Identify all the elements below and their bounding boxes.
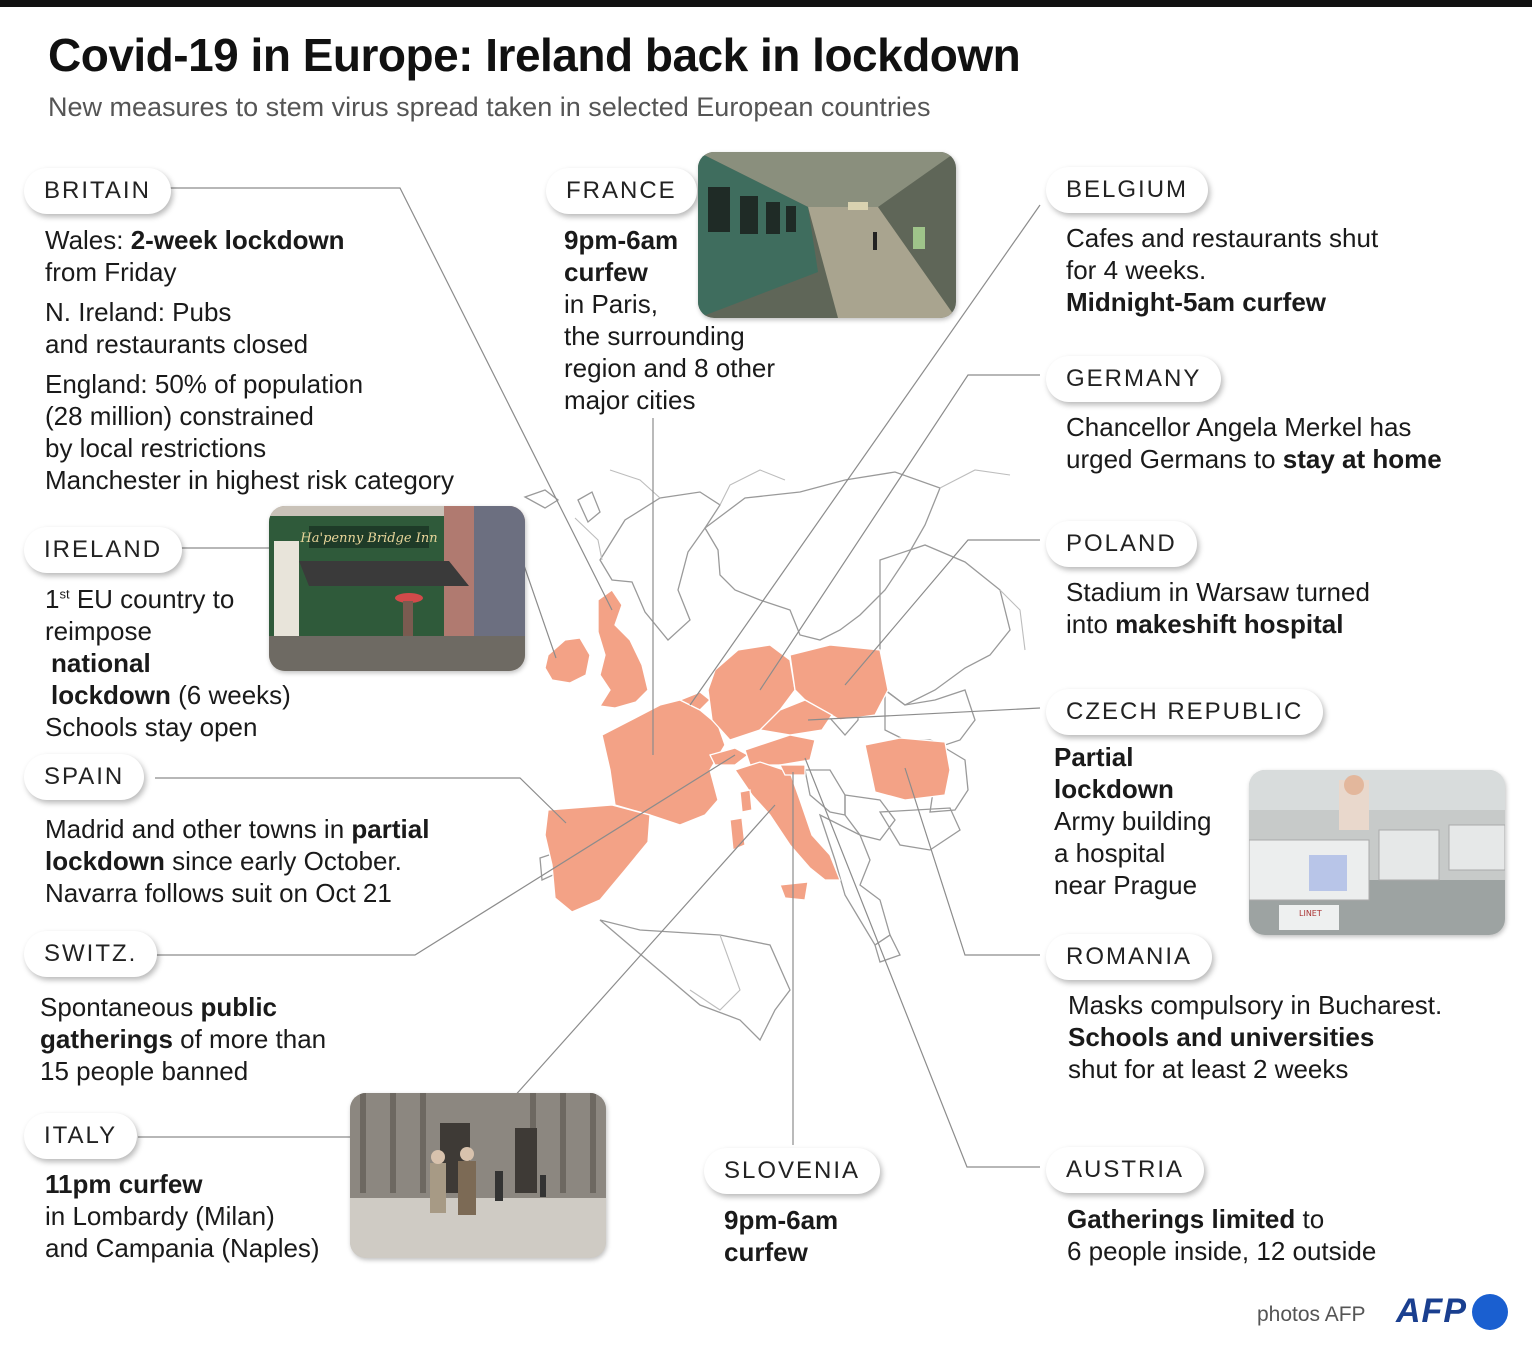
switz-text-2a: gatherings: [40, 1024, 173, 1054]
ireland-text-sup: st: [59, 586, 70, 602]
spain-description: [45, 813, 429, 909]
belgium-text-3: Midnight-5am curfew: [1066, 287, 1327, 317]
country-label-germany: GERMANY: [1046, 356, 1221, 402]
britain-text-5: England: 50% of population: [45, 369, 364, 399]
czech-text-4: a hospital: [1054, 838, 1166, 868]
map-sardinia: [730, 818, 745, 850]
milan-cathedral-photo: [350, 1093, 606, 1258]
belgium-description: [1066, 222, 1378, 318]
france-text-2: curfew: [564, 257, 648, 287]
country-label-france: FRANCE: [546, 168, 697, 214]
italy-text-3: and Campania (Naples): [45, 1233, 320, 1263]
ireland-text-1b: EU country to: [69, 584, 235, 614]
country-label-italy: ITALY: [24, 1113, 137, 1159]
country-label-switz: SWITZ.: [24, 931, 157, 977]
ireland-text-1a: 1: [45, 584, 60, 614]
map-italy: [735, 762, 840, 880]
pub-sign-text: Ha'penny Bridge Inn: [300, 531, 438, 546]
poland-text-2a: into: [1066, 609, 1116, 639]
switz-text-1a: Spontaneous: [40, 992, 201, 1022]
italy-text-2: in Lombardy (Milan): [45, 1201, 275, 1231]
germany-text-2b: stay at home: [1282, 444, 1442, 474]
austria-description: [1067, 1203, 1376, 1267]
map-france: [602, 700, 725, 825]
switz-text-2b: of more than: [172, 1024, 327, 1054]
germany-description: [1066, 411, 1442, 475]
spain-text-2a: lockdown: [45, 846, 165, 876]
afp-logo: AFP: [1396, 1292, 1467, 1330]
france-text-6: major cities: [564, 385, 696, 415]
photo-credit: photos AFP: [1257, 1303, 1366, 1326]
afp-logo-dot-icon: [1472, 1294, 1508, 1330]
romania-text-1: Masks compulsory in Bucharest.: [1068, 990, 1443, 1020]
map-austria: [745, 735, 815, 765]
romania-text-2: Schools and universities: [1068, 1022, 1375, 1052]
spain-text-1b: partial: [351, 814, 430, 844]
map-britain: [598, 590, 648, 708]
britain-text-3: N. Ireland: Pubs: [45, 297, 232, 327]
germany-text-2a: urged Germans to: [1066, 444, 1283, 474]
paris-metro-photo: [698, 152, 956, 318]
belgium-text-2: for 4 weeks.: [1066, 255, 1207, 285]
country-label-poland: POLAND: [1046, 521, 1197, 567]
germany-text-1: Chancellor Angela Merkel has: [1066, 412, 1412, 442]
france-text-3: in Paris,: [564, 289, 658, 319]
britain-text-1b: 2-week lockdown: [130, 225, 345, 255]
highlighted-countries: [545, 590, 950, 912]
france-text-1: 9pm-6am: [564, 225, 679, 255]
country-label-ireland: IRELAND: [24, 527, 182, 573]
austria-text-1b: to: [1295, 1204, 1325, 1234]
ireland-text-4a: lockdown: [51, 680, 171, 710]
switz-text-1b: public: [200, 992, 278, 1022]
spain-text-1a: Madrid and other towns in: [45, 814, 352, 844]
bed-label-text: LINET: [1299, 909, 1322, 918]
switz-description: [40, 991, 326, 1087]
romania-text-3: shut for at least 2 weeks: [1068, 1054, 1349, 1084]
slovenia-description: [724, 1204, 838, 1268]
france-text-4: the surrounding: [564, 321, 745, 351]
czech-text-1: Partial: [1054, 742, 1134, 772]
map-corsica: [740, 790, 752, 812]
austria-text-2: 6 people inside, 12 outside: [1067, 1236, 1377, 1266]
czech-text-5: near Prague: [1054, 870, 1198, 900]
country-label-britain: BRITAIN: [24, 168, 171, 214]
map-sicily: [780, 882, 808, 900]
country-label-austria: AUSTRIA: [1046, 1147, 1204, 1193]
country-label-romania: ROMANIA: [1046, 934, 1212, 980]
poland-text-1: Stadium in Warsaw turned: [1066, 577, 1370, 607]
britain-text-8: Manchester in highest risk category: [45, 465, 454, 495]
switz-text-3: 15 people banned: [40, 1056, 249, 1086]
britain-text-2: from Friday: [45, 257, 177, 287]
ireland-text-4b: (6 weeks): [170, 680, 291, 710]
spain-text-2b: since early October.: [164, 846, 402, 876]
italy-text-1: 11pm curfew: [45, 1169, 203, 1199]
ireland-description: [45, 583, 291, 743]
czech-text-2: lockdown: [1054, 774, 1174, 804]
france-text-5: region and 8 other: [564, 353, 776, 383]
page-title: Covid-19 in Europe: Ireland back in lockdown: [48, 29, 1021, 81]
ireland-text-3: national: [51, 648, 151, 678]
britain-text-4: and restaurants closed: [45, 329, 309, 359]
austria-text-1a: Gatherings limited: [1067, 1204, 1296, 1234]
czech-text-3: Army building: [1054, 806, 1212, 836]
map-spain: [545, 805, 650, 912]
romania-description: [1068, 989, 1442, 1085]
ireland-text-5: Schools stay open: [45, 712, 258, 742]
czech-description: [1054, 741, 1212, 901]
country-label-belgium: BELGIUM: [1046, 167, 1208, 213]
poland-text-2b: makeshift hospital: [1115, 609, 1344, 639]
field-hospital-photo: [1249, 770, 1505, 935]
ireland-text-2: reimpose: [45, 616, 152, 646]
poland-description: [1066, 576, 1370, 640]
map-romania: [865, 738, 950, 800]
country-label-czech-republic: CZECH REPUBLIC: [1046, 689, 1323, 735]
country-label-spain: SPAIN: [24, 754, 144, 800]
britain-description: [45, 224, 454, 496]
britain-text-6: (28 million) constrained: [45, 401, 314, 431]
page-subtitle: New measures to stem virus spread taken in selected European countries: [48, 92, 931, 122]
slovenia-text-2: curfew: [724, 1237, 808, 1267]
spain-text-3: Navarra follows suit on Oct 21: [45, 878, 392, 908]
italy-description: [45, 1168, 320, 1264]
dublin-pub-photo: [269, 506, 525, 671]
country-label-slovenia: SLOVENIA: [704, 1148, 880, 1194]
britain-text-1a: Wales:: [45, 225, 131, 255]
belgium-text-1: Cafes and restaurants shut: [1066, 223, 1379, 253]
britain-text-7: by local restrictions: [45, 433, 267, 463]
slovenia-text-1: 9pm-6am: [724, 1205, 839, 1235]
